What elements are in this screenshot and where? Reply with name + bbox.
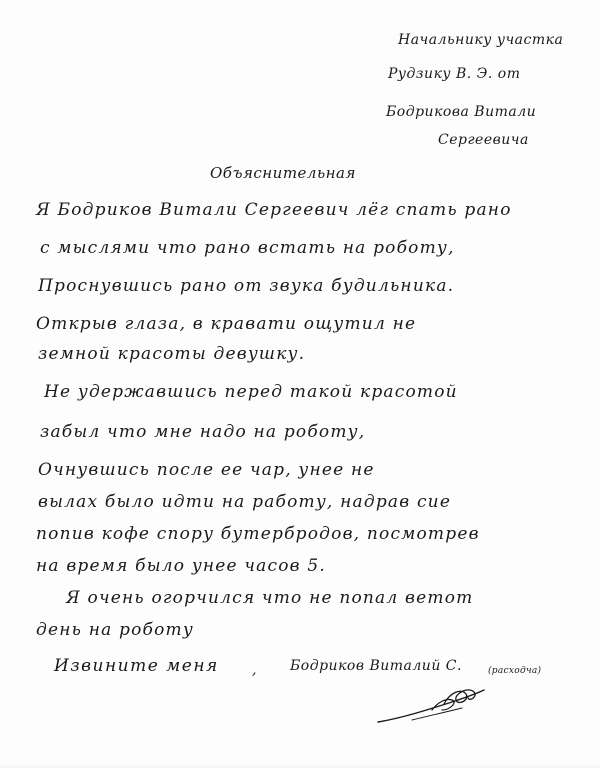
comma-separator: , bbox=[252, 662, 257, 678]
body-line: попив кофе спору бутербродов, посмотрев bbox=[36, 524, 480, 544]
body-line: Проснувшись рано от звука будильника. bbox=[38, 276, 455, 296]
body-line: земной красоты девушку. bbox=[38, 344, 306, 364]
body-line: на время было унее часов 5. bbox=[36, 556, 326, 576]
body-line: день на роботу bbox=[36, 620, 194, 640]
address-line-sender: Бодрикова Витали bbox=[386, 104, 537, 120]
body-line: Я Бодриков Витали Сергеевич лёг спать рано bbox=[36, 200, 512, 220]
apology-text: Извините меня bbox=[54, 656, 219, 676]
signer-note: (расходча) bbox=[488, 666, 542, 676]
signature-image bbox=[372, 680, 492, 730]
page-edge bbox=[0, 762, 600, 768]
address-line-recipient: Начальнику участка bbox=[398, 32, 564, 48]
body-line: Очнувшись после ее чар, унее не bbox=[38, 460, 375, 480]
document-title: Объяснительная bbox=[210, 164, 356, 182]
body-line: Не удержавшись перед такой красотой bbox=[44, 382, 458, 402]
body-line: вылах было идти на работу, надрав сие bbox=[38, 492, 452, 512]
body-line: Я очень огорчился что не попал ветот bbox=[66, 588, 474, 608]
address-line-sender-patronymic: Сергеевича bbox=[438, 132, 529, 148]
body-line: с мыслями что рано встать на роботу, bbox=[40, 238, 455, 258]
body-line: забыл что мне надо на роботу, bbox=[40, 422, 366, 442]
body-line: Открыв глаза, в кравати ощутил не bbox=[36, 314, 417, 334]
signer-name: Бодриков Виталий С. bbox=[290, 658, 462, 674]
address-line-recipient-name: Рудзику В. Э. от bbox=[388, 66, 521, 82]
